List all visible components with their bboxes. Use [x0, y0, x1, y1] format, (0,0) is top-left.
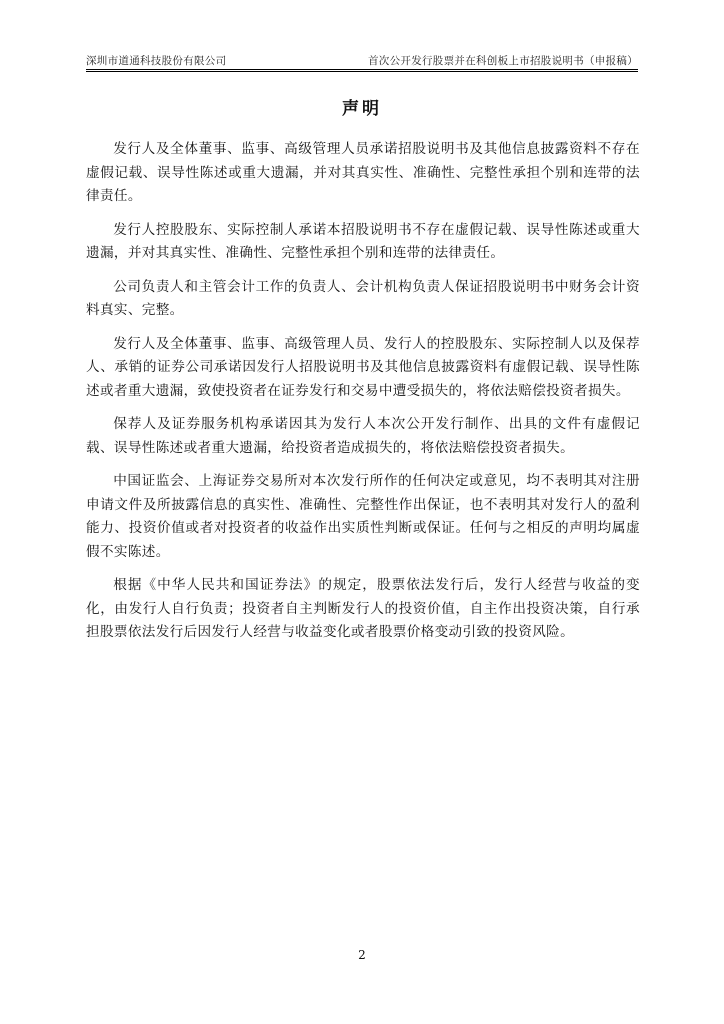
statement-paragraph: 公司负责人和主管会计工作的负责人、会计机构负责人保证招股说明书中财务会计资料真实、完整。 [86, 278, 640, 318]
statement-paragraph: 中国证监会、上海证券交易所对本次发行所作的任何决定或意见，均不表明其对注册申请文件及所披露信息的真实性、准确性、完整性作出保证，也不表明其对发行人的盈利能力、投资价值或者对投资者的收益作出实质性判断或保证。任何与之相反的声明均属虚假不实陈述。 [86, 473, 640, 560]
statement-body [86, 138, 640, 655]
statement-paragraph: 根据《中华人民共和国证券法》的规定，股票依法发行后，发行人经营与收益的变化，由发行人自行负责；投资者自主判断发行人的投资价值，自主作出投资决策，自行承担股票依法发行后因发行人经营与收益变化或者股票价格变动引致的投资风险。 [86, 577, 640, 640]
header-rule [86, 69, 638, 72]
statement-paragraph: 发行人控股股东、实际控制人承诺本招股说明书不存在虚假记载、误导性陈述或重大遗漏，并对其真实性、准确性、完整性承担个别和连带的法律责任。 [86, 221, 640, 261]
header-company-name: 深圳市道通科技股份有限公司 [86, 55, 227, 67]
page-title: 声明 [342, 99, 382, 119]
statement-paragraph: 发行人及全体董事、监事、高级管理人员、发行人的控股股东、实际控制人以及保荐人、承销的证券公司承诺因发行人招股说明书及其他信息披露资料有虚假记载、误导性陈述或者重大遗漏，致使投资者在证券发行和交易中遭受损失的，将依法赔偿投资者损失。 [86, 335, 640, 399]
header-document-title: 首次公开发行股票并在科创板上市招股说明书（申报稿） [368, 55, 638, 67]
page-number: 2 [358, 948, 366, 962]
statement-paragraph: 保荐人及证券服务机构承诺因其为发行人本次公开发行制作、出具的文件有虚假记载、误导性陈述或者重大遗漏，给投资者造成损失的，将依法赔偿投资者损失。 [86, 416, 640, 456]
statement-paragraph: 发行人及全体董事、监事、高级管理人员承诺招股说明书及其他信息披露资料不存在虚假记载、误导性陈述或重大遗漏，并对其真实性、准确性、完整性承担个别和连带的法律责任。 [86, 141, 640, 204]
page-header [86, 50, 638, 68]
